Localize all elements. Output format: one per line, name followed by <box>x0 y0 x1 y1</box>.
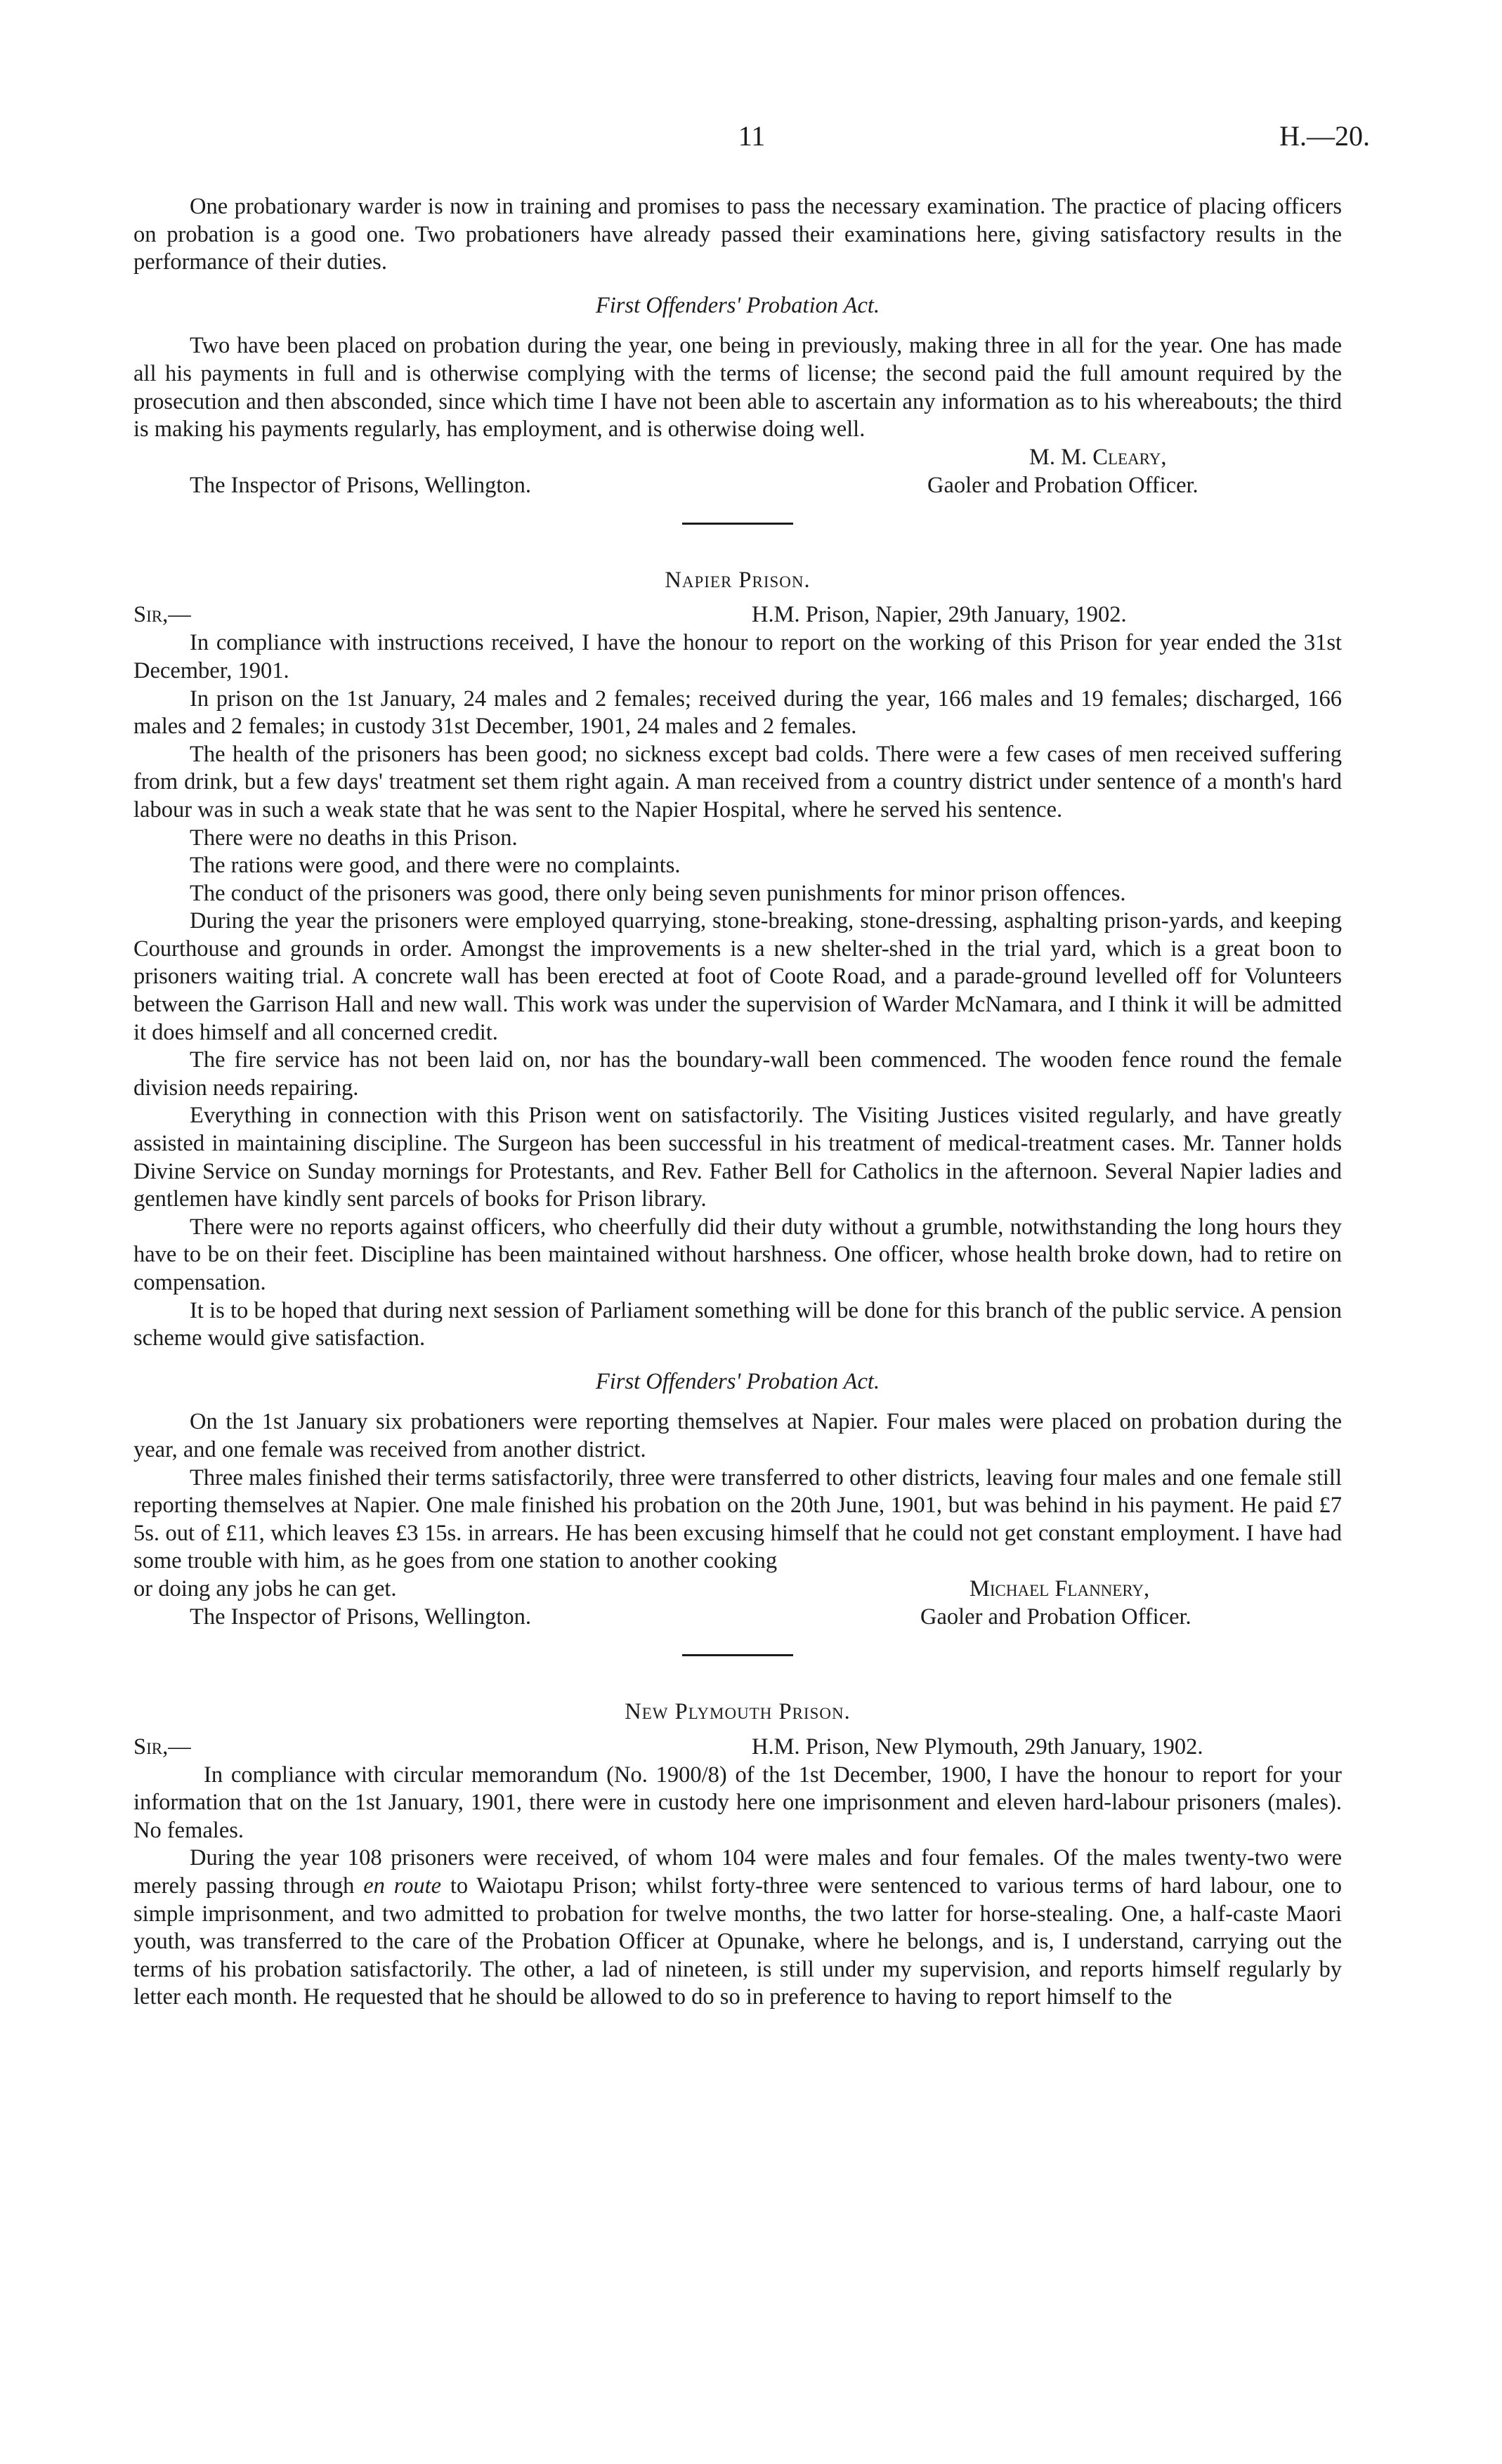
napier-paragraph: The conduct of the prisoners was good, there only being seven punishments for minor prison offences. <box>190 880 1126 906</box>
napier-paragraph: Everything in connection with this Prison went on satisfactorily. The Visiting Justices visited regularly, and have greatly assisted in maintaining discipline. The Surgeon has been successful in his treatment of medical-treatment cases. Mr. Tanner holds Divine Service on Sunday mornings for Protestants, and Rev. Father Bell for Catholics in the afternoon. Several Napier ladies and gentlemen have kindly sent parcels of books for Prison library. <box>133 1103 1342 1212</box>
section-divider-1 <box>682 523 793 525</box>
napier-paragraph: The health of the prisoners has been good; no sickness except bad colds. There were a few cases of men received suffering from drink, but a few days' treatment set them right again. A man received from a country district under sentence of a month's hard labour was in such a weak state that he was sent to the Napier Hospital, where he served his sentence. <box>133 741 1342 823</box>
napier-last-line: or doing any jobs he can get. <box>133 1575 397 1601</box>
napier-paragraph: In prison on the 1st January, 24 males and 2 females; received during the year, 166 males and 19 females; discharged, 166 males and 2 females; in custody 31st December, 1901, 24 males and 2 females. <box>133 686 1342 740</box>
napier-paragraph: The rations were good, and there were no complaints. <box>190 853 681 879</box>
napier-address-line <box>133 601 1342 629</box>
new-plymouth-paragraph-2 <box>133 1844 1342 2012</box>
intro-paragraph-1: One probationary warder is now in training and promises to pass the necessary examination. The practice of placing officers on probation is a good one. Two probationers have already passed their examinations here, giving satisfactory results in the performance of their duties. <box>133 194 1342 275</box>
napier-salutation: Sir,— <box>133 602 191 628</box>
document-code: H.—20. <box>1279 120 1370 152</box>
napier-address: H.M. Prison, Napier, 29th January, 1902. <box>752 602 1127 628</box>
page-content <box>133 193 1342 2012</box>
napier-paragraph: During the year the prisoners were employed quarrying, stone-breaking, stone-dressing, asphalting prison-yards, and keeping Courthouse and grounds in order. Amongst the improvements is a new shelter-shed in the trial yard, which is a great boon to prisoners waiting trial. A concrete wall has been erected at foot of Coote Road, and a parade-ground levelled off for Volunteers between the Garrison Hall and new wall. This work was under the supervision of Warder McNamara, and I think it will be admitted it does himself and all concerned credit. <box>133 908 1342 1045</box>
signature-cleary: M. M. Cleary, <box>1029 444 1167 470</box>
officer-title-2: Gaoler and Probation Officer. <box>920 1604 1191 1630</box>
closing-line-1 <box>133 472 1342 500</box>
probation-act-heading-2: First Offenders' Probation Act. <box>595 1368 880 1394</box>
closing-line-2 <box>133 1604 1342 1632</box>
napier-section-title: Napier Prison. <box>665 567 811 593</box>
napier-paragraph: There were no reports against officers, who cheerfully did their duty without a grumble, notwithstanding the long hours they have to be on their feet. Discipline has been maintained without harshness. One officer, whose health broke down, had to retire on compensation. <box>133 1214 1342 1295</box>
napier-probation-paragraph-2: Three males finished their terms satisfactorily, three were transferred to other districts, leaving four males and one female still reporting themselves at Napier. One male finished his probation on the 20th June, 1901, but was behind in his payment. He paid £7 5s. out of £11, which leaves £3 15s. in arrears. He has been excusing himself that he could not get constant employment. I have had some trouble with him, as he goes from one station to another cooking <box>133 1464 1342 1574</box>
new-plymouth-salutation: Sir,— <box>133 1734 191 1759</box>
napier-probation-paragraph-1: On the 1st January six probationers were reporting themselves at Napier. Four males were placed on probation during the year, and one female was received from another district. <box>133 1409 1342 1462</box>
addressee-2: The Inspector of Prisons, Wellington. <box>190 1604 532 1630</box>
signature-flannery: Michael Flannery, <box>969 1575 1150 1601</box>
new-plymouth-paragraph-1: In compliance with circular memorandum (No. 1900/8) of the 1st December, 1900, I have the honour to report for your information that on the 1st January, 1901, there were in custody here one imprisonment and eleven hard-labour prisoners (males). No females. <box>133 1762 1342 1843</box>
page-number: 11 <box>738 120 766 152</box>
napier-paragraph: In compliance with instructions received, I have the honour to report on the working of this Prison for year ended the 31st December, 1901. <box>133 630 1342 683</box>
napier-signature-line <box>133 1575 1342 1604</box>
en-route-italic: en route <box>363 1873 442 1899</box>
section-divider-2 <box>682 1654 793 1656</box>
new-plymouth-paragraph-2-start: During the year 108 prisoners were received, of whom 104 were males and four females. Of the males twenty-two were merely passing through <box>133 1845 1342 1899</box>
officer-title-1: Gaoler and Probation Officer. <box>927 472 1199 498</box>
addressee-1: The Inspector of Prisons, Wellington. <box>190 472 532 498</box>
new-plymouth-section-title: New Plymouth Prison. <box>625 1698 851 1724</box>
napier-paragraph: There were no deaths in this Prison. <box>190 825 518 851</box>
napier-paragraph: The fire service has not been laid on, nor has the boundary-wall been commenced. The wooden fence round the female division needs repairing. <box>133 1047 1342 1101</box>
intro-paragraph-2: Two have been placed on probation during the year, one being in previously, making three in all for the year. One has made all his payments in full and is otherwise complying with the terms of license; the second paid the full amount required by the prosecution and then absconded, since which time I have not been able to ascertain any information as to his whereabouts; the third is making his payments regularly, has employment, and is otherwise doing well. <box>133 333 1342 443</box>
page-header <box>133 119 1370 169</box>
new-plymouth-address-line <box>133 1734 1342 1762</box>
new-plymouth-paragraph-2-end: to Waiotapu Prison; whilst forty-three were sentenced to various terms of hard labour, one to simple imprisonment, and two admitted to probation for twelve months, the two latter for horse-stealing. One, a half-caste Maori youth, was transferred to the care of the Probation Officer at Opunake, where he belongs, and is, I understand, carrying out the terms of his probation satisfactorily. The other, a lad of nineteen, is still under my supervision, and reports himself regularly by letter each month. He requested that he should be allowed to do so in preference to having to report himself to the <box>133 1873 1342 2010</box>
probation-act-heading-1: First Offenders' Probation Act. <box>595 292 880 318</box>
new-plymouth-address: H.M. Prison, New Plymouth, 29th January, 1902. <box>752 1734 1203 1759</box>
napier-paragraph: It is to be hoped that during next session of Parliament something will be done for this branch of the public service. A pension scheme would give satisfaction. <box>133 1297 1342 1351</box>
signature-line-1 <box>133 444 1342 472</box>
